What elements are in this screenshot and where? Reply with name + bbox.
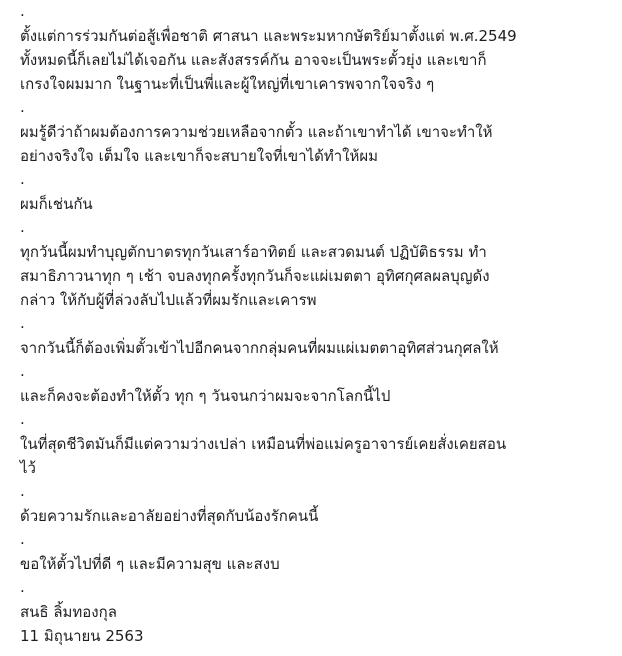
paragraph [20, 504, 604, 528]
separator-dot: . [20, 362, 25, 380]
separator-dot: . [20, 578, 25, 596]
paragraph [20, 120, 604, 168]
separator-dot: . [20, 170, 25, 188]
separator-dot: . [20, 410, 25, 428]
paragraph-line: กล่าว ให้กับผู้ที่ล่วงลับไปแล้วที่ผมรักและเคารพ [20, 291, 317, 309]
paragraph [20, 24, 604, 96]
signature-date: 11 มิถุนายน 2563 [20, 627, 144, 645]
paragraph-line: เกรงใจผมมาก ในฐานะที่เป็นพี่และผู้ใหญ่ที่เขาเคารพจากใจจริง ๆ [20, 75, 435, 93]
signature-block [20, 600, 604, 648]
separator-dot: . [20, 2, 25, 20]
separator-dot: . [20, 482, 25, 500]
paragraph [20, 336, 604, 360]
separator-dot: . [20, 218, 25, 236]
paragraph-line: ขอให้ตั้วไปที่ดี ๆ และมีความสุข และสงบ [20, 555, 280, 573]
paragraph-line: สมาธิภาวนาทุก ๆ เช้า จบลงทุกครั้งทุกวันก็จะแผ่เมตตา อุทิศกุศลผลบุญดัง [20, 267, 490, 285]
paragraph-line: ผมก็เช่นกัน [20, 195, 93, 213]
paragraph [20, 240, 604, 312]
paragraph-line: ไว้ [20, 459, 36, 477]
signature-name: สนธิ ลิ้มทองกุล [20, 603, 117, 621]
paragraph-line: ทุกวันนี้ผมทำบุญตักบาตรทุกวันเสาร์อาทิตย์ และสวดมนต์ ปฏิบัติธรรม ทำ [20, 243, 487, 261]
paragraph-line: ด้วยความรักและอาลัยอย่างที่สุดกับน้องรักคนนี้ [20, 507, 319, 525]
paragraph-line: อย่างจริงใจ เต็มใจ และเขาก็จะสบายใจที่เขาได้ทำให้ผม [20, 147, 379, 165]
post-text [20, 0, 604, 600]
paragraph [20, 384, 604, 408]
paragraph [20, 192, 604, 216]
paragraph-line: และก็คงจะต้องทำให้ตั้ว ทุก ๆ วันจนกว่าผมจะจากโลกนี้ไป [20, 387, 391, 405]
paragraph-line: ผมรู้ดีว่าถ้าผมต้องการความช่วยเหลือจากตั้ว และถ้าเขาทำได้ เขาจะทำให้ [20, 123, 493, 141]
paragraph-line: ทั้งหมดนี้ก็เลยไม่ได้เจอกัน และสังสรรค์กัน อาจจะเป็นพระตั้วยุ่ง และเขาก็ [20, 51, 487, 69]
paragraph-line: ในที่สุดชีวิตมันก็มีแต่ความว่างเปล่า เหมือนที่พ่อแม่ครูอาจารย์เคยสั่งเคยสอน [20, 435, 507, 453]
paragraph [20, 432, 604, 480]
paragraph-line: ตั้งแต่การร่วมกันต่อสู้เพื่อชาติ ศาสนา และพระมหากษัตริย์มาตั้งแต่ พ.ศ.2549 [20, 27, 517, 45]
paragraph [20, 552, 604, 576]
separator-dot: . [20, 530, 25, 548]
separator-dot: . [20, 314, 25, 332]
paragraph-line: จากวันนี้ก็ต้องเพิ่มตั้วเข้าไปอีกคนจากกลุ่มคนที่ผมแผ่เมตตาอุทิศส่วนกุศลให้ [20, 339, 499, 357]
separator-dot: . [20, 98, 25, 116]
